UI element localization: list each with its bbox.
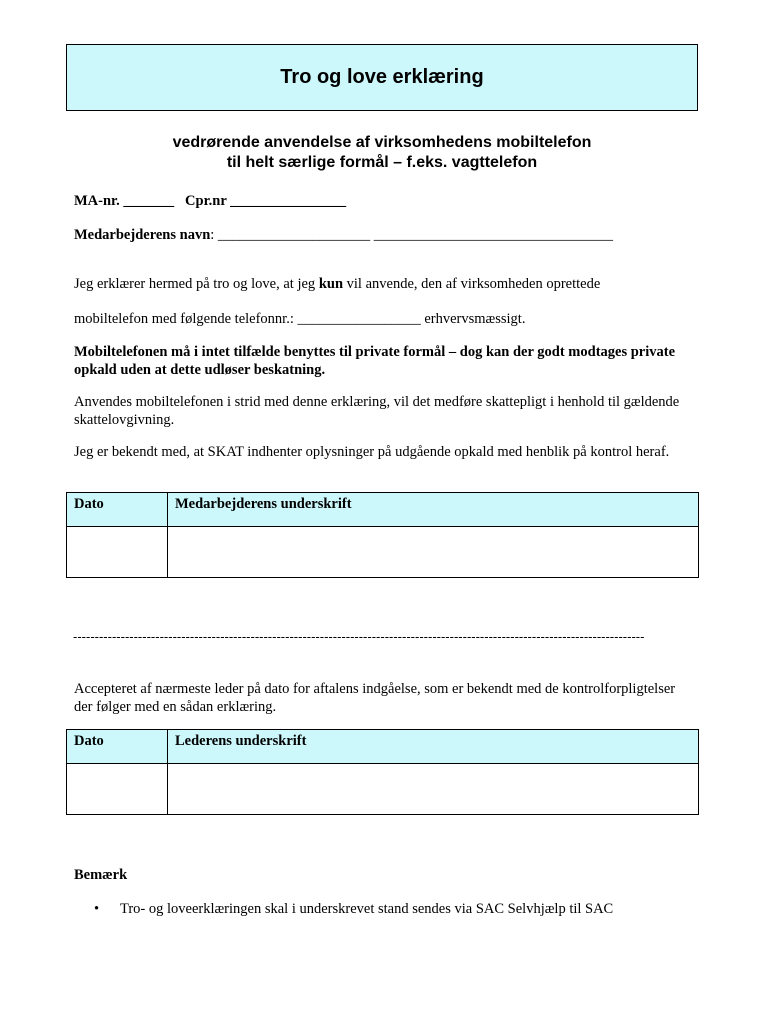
table1-date-header: Dato [67,493,168,527]
declaration-emphasis: kun [318,276,344,292]
declaration-text-a: Jeg erklærer hermed på tro og love, at jeg [74,276,319,292]
employee-date-cell[interactable] [67,527,168,578]
leader-date-cell[interactable] [67,764,168,815]
employee-name-label: Medarbejderens navn [74,227,211,243]
document-title: Tro og love erklæring [280,66,484,88]
ma-nr-field[interactable]: MA-nr. _______ [74,193,175,209]
employee-id-row [74,192,346,210]
bullet-icon: • [94,901,100,917]
cpr-nr-field[interactable]: Cpr.nr ________________ [185,193,347,209]
employee-signature-cell[interactable] [168,527,699,578]
table1-signature-header: Medarbejderens underskrift [168,493,699,527]
remark-item-text: Tro- og loveerklæringen skal i underskrevet stand sendes via SAC Selvhjælp til SAC [120,901,614,917]
table2-signature-header: Lederens underskrift [168,730,699,764]
leader-acceptance-text: Accepteret af nærmeste leder på dato for aftalens indgåelse, som er bekendt med de kontrolforpligtelser der følger med en sådan erklæring. [74,681,676,715]
tax-liability-text: Anvendes mobiltelefonen i strid med denne erklæring, vil det medføre skattepligt i henhold til gældende skattelovgivning. [74,394,680,428]
phone-number-line[interactable]: mobiltelefon med følgende telefonnr.: _________________ erhvervsmæssigt. [74,311,526,327]
remark-list-item [94,901,613,918]
employee-name-field[interactable]: : _____________________ _________________________________ [210,227,614,243]
employee-signature-table [66,492,699,578]
title-box [66,44,698,111]
table2-date-header: Dato [67,730,168,764]
private-use-warning: Mobiltelefonen må i intet tilfælde benyttes til private formål – dog kan der godt modtages private opkald uden at dette udløser beskatning. [74,344,676,378]
cut-line-separator: ------------------------------------------------------------------------------------------------------------------------------------ [73,629,645,644]
remark-heading: Bemærk [74,867,128,883]
employee-name-row [74,226,613,244]
leader-signature-table [66,729,699,815]
declaration-text-b: vil anvende, den af virksomheden oprettede [343,276,601,292]
declaration-line-1 [74,275,600,293]
leader-signature-cell[interactable] [168,764,699,815]
subtitle-line-2: til helt særlige formål – f.eks. vagttelefon [226,154,538,171]
subtitle-line-1: vedrørende anvendelse af virksomhedens mobiltelefon [172,134,592,151]
skat-info-text: Jeg er bekendt med, at SKAT indhenter oplysninger på udgående opkald med henblik på kontrol heraf. [74,444,670,460]
